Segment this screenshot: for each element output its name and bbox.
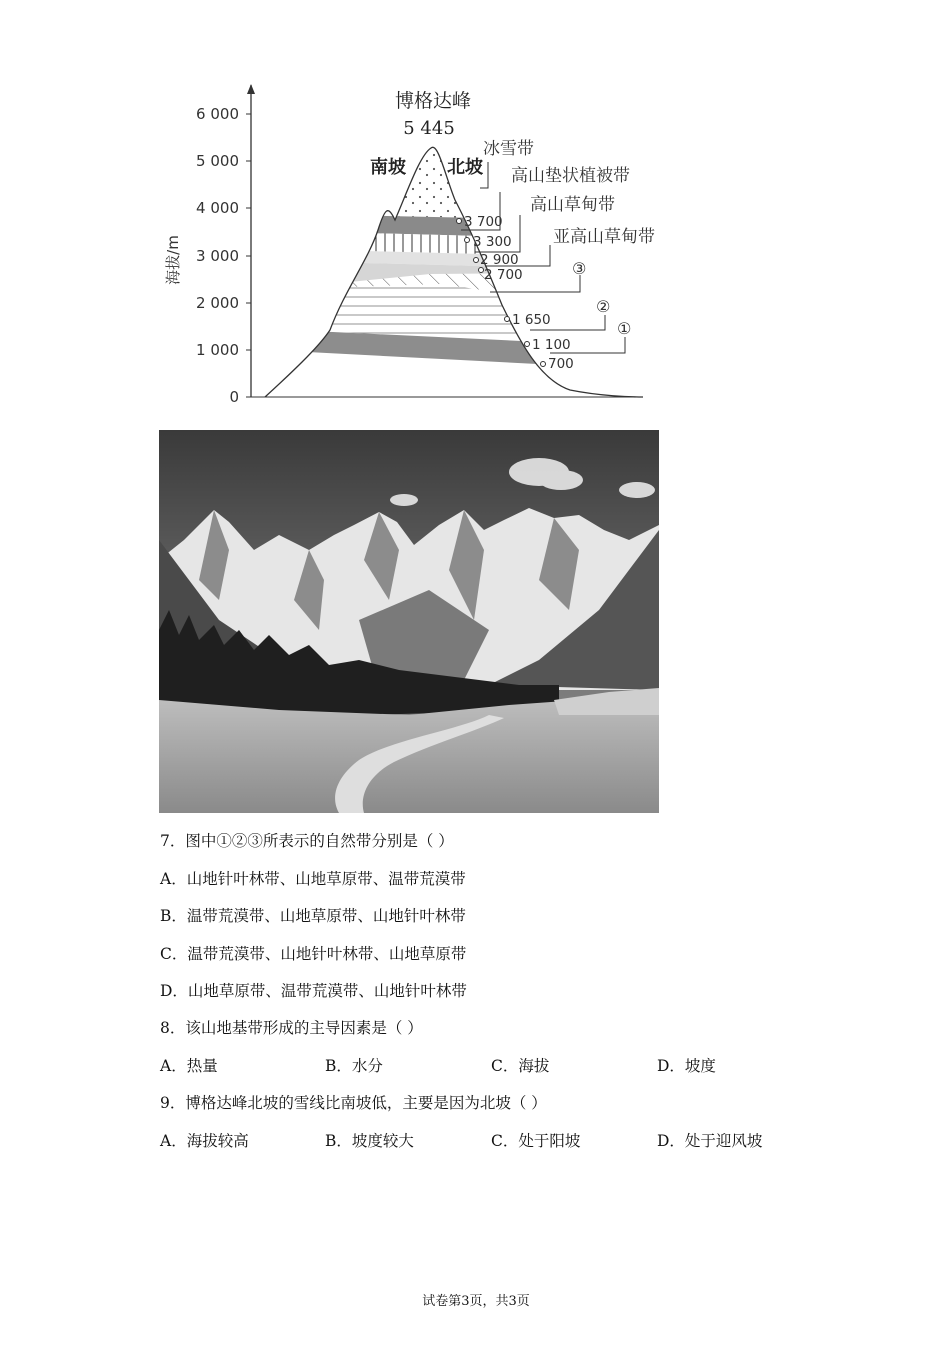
y-tick-label: 4 000 <box>196 199 239 217</box>
elevation-1650: 1 650 <box>512 312 551 328</box>
question-9-option-d[interactable]: D．处于迎风坡 <box>657 1132 763 1150</box>
question-8-option-c[interactable]: C．海拔 <box>491 1057 550 1075</box>
y-tick-label: 0 <box>229 388 239 406</box>
elevation-1100: 1 100 <box>532 337 571 353</box>
elevation-700: 700 <box>548 356 574 372</box>
question-7-option-c[interactable]: C．温带荒漠带、山地针叶林带、山地草原带 <box>160 945 467 963</box>
peak-name: 博格达峰 <box>394 90 472 112</box>
zone-label-cushion: 高山垫状植被带 <box>511 166 630 186</box>
question-8: 8．该山地基带形成的主导因素是（ ） <box>160 1019 423 1037</box>
question-8-option-b[interactable]: B．水分 <box>325 1057 383 1075</box>
zone-label-alpine-meadow: 高山草甸带 <box>530 195 615 215</box>
meadow <box>159 700 659 813</box>
zone-label-subalpine-meadow: 亚高山草甸带 <box>553 227 655 247</box>
question-9-option-a[interactable]: A．海拔较高 <box>160 1132 249 1150</box>
question-9-option-c[interactable]: C．处于阳坡 <box>491 1132 581 1150</box>
question-9: 9．博格达峰北坡的雪线比南坡低，主要是因为北坡（ ） <box>160 1094 547 1112</box>
page-footer: 试卷第3页，共3页 <box>422 1294 530 1309</box>
south-slope-label: 南坡 <box>370 157 406 178</box>
mountain-landscape-photo <box>159 430 659 813</box>
y-tick-label: 2 000 <box>196 294 239 312</box>
question-8-option-d[interactable]: D．坡度 <box>657 1057 716 1075</box>
peak-height: 5 445 <box>403 118 455 139</box>
question-7-option-a[interactable]: A．山地针叶林带、山地草原带、温带荒漠带 <box>160 870 466 888</box>
question-9-option-b[interactable]: B．坡度较大 <box>325 1132 414 1150</box>
north-slope-label: 北坡 <box>447 157 483 178</box>
y-axis-label: 海拔/m <box>164 235 182 285</box>
y-tick-label: 1 000 <box>196 341 239 359</box>
y-axis-arrow <box>247 84 255 94</box>
elevation-3300: 3 300 <box>473 234 512 250</box>
question-7-option-b[interactable]: B．温带荒漠带、山地草原带、山地针叶林带 <box>160 907 466 925</box>
zone-label-snow: 冰雪带 <box>483 139 534 159</box>
zone-label-2: ② <box>596 297 611 316</box>
elevation-2700: 2 700 <box>484 267 523 283</box>
zone-label-1: ① <box>617 319 632 338</box>
elevation-2900: 2 900 <box>480 252 519 268</box>
y-tick-label: 3 000 <box>196 247 239 265</box>
snow-ice-band <box>250 80 710 223</box>
question-7-option-d[interactable]: D．山地草原带、温带荒漠带、山地针叶林带 <box>160 982 467 1000</box>
y-ticks <box>246 114 251 397</box>
y-tick-label: 6 000 <box>196 105 239 123</box>
elevation-3700: 3 700 <box>464 214 503 230</box>
zone-label-3: ③ <box>572 259 587 278</box>
vertical-zonation-diagram <box>150 80 710 410</box>
y-tick-label: 5 000 <box>196 152 239 170</box>
question-8-option-a[interactable]: A．热量 <box>160 1057 218 1075</box>
question-7: 7．图中①②③所表示的自然带分别是（ ） <box>160 832 454 850</box>
